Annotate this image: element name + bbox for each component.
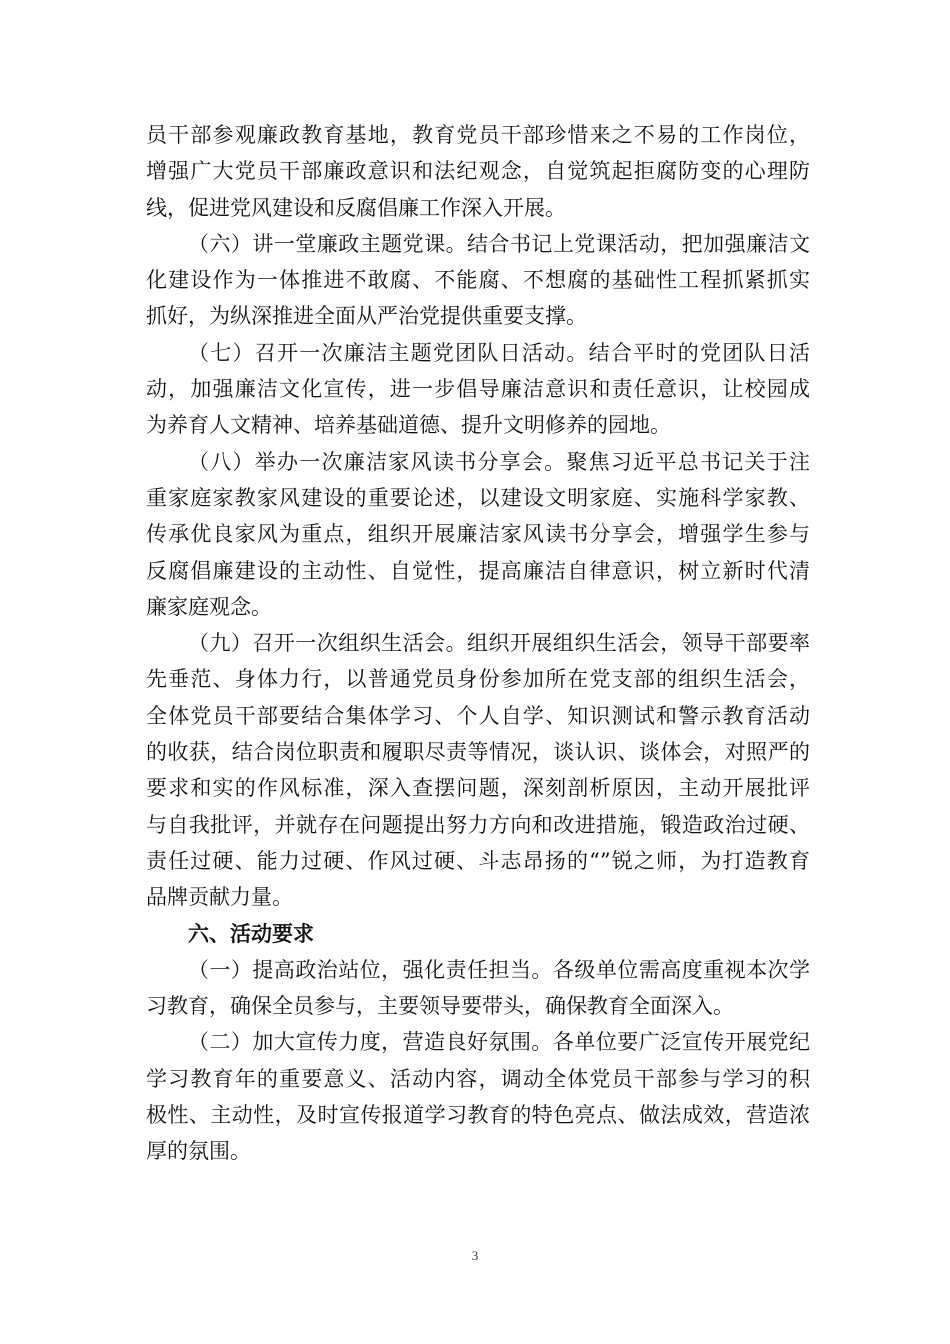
text-line: 学习教育年的重要意义、活动内容，调动全体党员干部参与学习的积 (146, 1066, 810, 1091)
page-number: 3 (471, 1248, 479, 1263)
text-line: 厚的氛围。 (146, 1139, 251, 1164)
text-line: 习教育，确保全员参与，主要领导要带头，确保教育全面深入。 (146, 994, 734, 1019)
text-line: 的收获，结合岗位职责和履职尽责等情况，谈认识、谈体会，对照严的 (146, 740, 810, 765)
requirement-two-start: （二）加大宣传力度，营造良好氛围。各单位要广泛宣传开展党纪 (188, 1030, 810, 1055)
text-line: 化建设作为一体推进不敢腐、不能腐、不想腐的基础性工程抓紧抓实 (146, 268, 810, 293)
paragraph-nine-start: （九）召开一次组织生活会。组织开展组织生活会，领导干部要率 (188, 631, 810, 656)
paragraph-eight-start: （八）举办一次廉洁家风读书分享会。聚焦习近平总书记关于注 (188, 449, 810, 474)
text-line: 品牌贡献力量。 (146, 885, 293, 910)
text-line: 传承优良家风为重点，组织开展廉洁家风读书分享会，增强学生参与 (146, 522, 810, 547)
paragraph-six-start: （六）讲一堂廉政主题党课。结合书记上党课活动，把加强廉洁文 (188, 231, 810, 256)
text-line: 动，加强廉洁文化宣传，进一步倡导廉洁意识和责任意识，让校园成 (146, 377, 810, 402)
text-line: 极性、主动性，及时宣传报道学习教育的特色亮点、做法成效，营造浓 (146, 1103, 810, 1128)
paragraph-seven-start: （七）召开一次廉洁主题党团队日活动。结合平时的党团队日活 (188, 340, 810, 365)
text-line: 先垂范、身体力行，以普通党员身份参加所在党支部的组织生活会， (146, 667, 810, 692)
requirement-one-start: （一）提高政治站位，强化责任担当。各级单位需高度重视本次学 (188, 957, 810, 982)
text-line: 重家庭家教家风建设的重要论述，以建设文明家庭、实施科学家教、 (146, 485, 810, 510)
text-line: 反腐倡廉建设的主动性、自觉性，提高廉洁自律意识，树立新时代清 (146, 558, 810, 583)
text-line: 全体党员干部要结合集体学习、个人自学、知识测试和警示教育活动 (146, 703, 810, 728)
text-line: 为养育人文精神、培养基础道德、提升文明修养的园地。 (146, 413, 671, 438)
text-line: 要求和实的作风标准，深入查摆问题，深刻剖析原因，主动开展批评 (146, 776, 810, 801)
text-line: 责任过硬、能力过硬、作风过硬、斗志昂扬的“”锐之师，为打造教育 (146, 848, 810, 873)
text-line: 线，促进党风建设和反腐倡廉工作深入开展。 (146, 195, 566, 220)
document-body (146, 117, 810, 1170)
text-line: 抓好，为纵深推进全面从严治党提供重要支撑。 (146, 304, 587, 329)
text-line: 与自我批评，并就存在问题提出努力方向和改进措施，锻造政治过硬、 (146, 812, 810, 837)
text-line: 廉家庭观念。 (146, 594, 272, 619)
text-line: 增强广大党员干部廉政意识和法纪观念，自觉筑起拒腐防变的心理防 (146, 159, 810, 184)
section-heading: 六、活动要求 (188, 921, 314, 946)
text-line: 员干部参观廉政教育基地，教育党员干部珍惜来之不易的工作岗位， (146, 123, 810, 147)
